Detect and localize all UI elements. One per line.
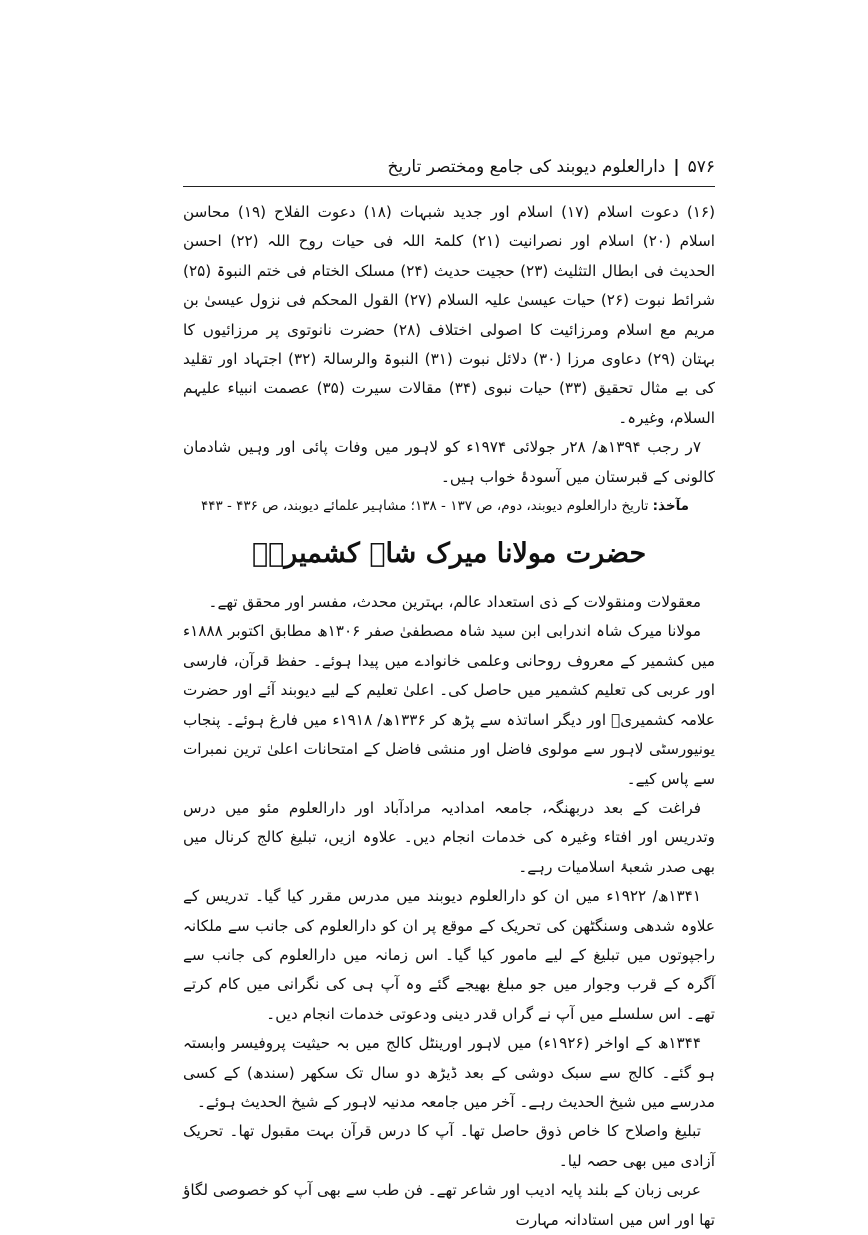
page-body (183, 198, 715, 1235)
paragraph: مولانا میرک شاہ اندرابی ابن سید شاہ مصطفیٰ صفر ۱۳۰۶ھ مطابق اکتوبر ۱۸۸۸ء میں کشمیر کے معروف روحانی وعلمی خانوادے میں پیدا ہوئے۔ حفظ قرآن، فارسی اور عربی کی تعلیم کشمیر میں حاصل کی۔ اعلیٰ تعلیم کے لیے دیوبند آئے اور حضرت علامہ کشمیریؒ اور دیگر اساتذہ سے پڑھ کر ۱۳۳۶ھ/ ۱۹۱۸ء میں فارغ ہوئے۔ پنجاب یونیورسٹی لاہور سے مولوی فاضل اور منشی فاضل کے امتحانات اعلیٰ ترین نمبرات سے پاس کیے۔ (183, 622, 715, 788)
book-title: دارالعلوم دیوبند کی جامع ومختصر تاریخ (387, 157, 666, 177)
paragraph: فراغت کے بعد دربھنگہ، جامعہ امدادیہ مرادآباد اور دارالعلوم مئو میں درس وتدریس اور افتاء وغیرہ کی خدمات انجام دیں۔ علاوہ ازیں، تبلیغ کالج کرنال میں بھی صدر شعبۂ اسلامیات رہے۔ (183, 798, 715, 876)
paragraph: ۱۳۴۴ھ کے اواخر (۱۹۲۶ء) میں لاہور اورینٹل کالج میں بہ حیثیت پروفیسر وابستہ ہو گئے۔ کالج سے سبک دوشی کے بعد ڈیڑھ دو سال تک سکھر (سندھ) کے کسی مدرسے میں شیخ الحدیث رہے۔ آخر میں جامعہ مدنیہ لاہور کے شیخ الحدیث ہوئے۔ (183, 1034, 715, 1111)
death-note: ۷ر رجب ۱۳۹۴ھ/ ۲۸ر جولائی ۱۹۷۴ء کو لاہور میں وفات پائی اور وہیں شادمان کالونی کے قبرستان میں آسودۂ خواب ہیں۔ (183, 438, 715, 486)
works-list: (۱۶) دعوت اسلام (۱۷) اسلام اور جدید شبہات (۱۸) دعوت الفلاح (۱۹) محاسن اسلام (۲۰) اسلام اور نصرانیت (۲۱) کلمۃ اللہ فی حیات روح اللہ (۲۲) احسن الحدیث فی ابطال التثلیث (۲۳) حجیت حدیث (۲۴) مسلک الختام فی ختم النبوۃ (۲۵) شرائط نبوت (۲۶) حیات عیسیٰ علیہ السلام (۲۷) القول المحکم فی نزول عیسیٰ بن مریم مع اسلام ومرزائیت کا اصولی اختلاف (۲۸) حضرت نانوتوی پر مرزائیوں کا بہتان (۲۹) دعاوی مرزا (۳۰) دلائل نبوت (۳۱) النبوۃ والرسالۃ (۳۲) اجتہاد اور تقلید کی بے مثال تحقیق (۳۳) حیات نبوی (۳۴) مقالات سیرت (۳۵) عصمت انبیاء علیہم السلام، وغیرہ۔ (183, 203, 716, 427)
source-reference (183, 492, 715, 520)
running-header (183, 152, 715, 182)
paragraph: عربی زبان کے بلند پایہ ادیب اور شاعر تھے۔ فن طب سے بھی آپ کو خصوصی لگاؤ تھا اور اس میں استادانہ مہارت (183, 1181, 715, 1229)
header-rule (183, 186, 715, 187)
paragraph: معقولات ومنقولات کے ذی استعداد عالم، بہترین محدث، مفسر اور محقق تھے۔ (208, 593, 701, 612)
source-label: مآخذ: (652, 498, 689, 515)
paragraph: تبلیغ واصلاح کا خاص ذوق حاصل تھا۔ آپ کا درس قرآن بہت مقبول تھا۔ تحریک آزادی میں بھی حصہ لیا۔ (183, 1122, 715, 1170)
paragraph: ۱۳۴۱ھ/ ۱۹۲۲ء میں ان کو دارالعلوم دیوبند میں مدرس مقرر کیا گیا۔ تدریس کے علاوہ شدھی وسنگٹھن کی تحریک کے موقع پر ان کو دارالعلوم کی جانب سے ملکانہ راجپوتوں میں تبلیغ کے لیے مامور کیا گیا۔ اس زمانہ میں دارالعلوم کی جانب سے آگرہ کے قرب وجوار میں جو مبلغ بھیجے گئے وہ آپ ہی کی نگرانی میں کام کرتے تھے۔ اس سلسلے میں آپ نے گراں قدر دینی ودعوتی خدمات انجام دیں۔ (183, 887, 715, 1023)
section-title: حضرت مولانا میرک شاہ کشمیریؒ (251, 538, 647, 570)
header-separator: | (673, 157, 680, 177)
source-text: تاریخ دارالعلوم دیوبند، دوم، ص ۱۳۷ - ۱۳۸؛ مشاہیر علمائے دیوبند، ص ۴۳۶ - ۴۴۳ (200, 498, 649, 515)
page-number: ۵۷۶ (687, 157, 715, 177)
